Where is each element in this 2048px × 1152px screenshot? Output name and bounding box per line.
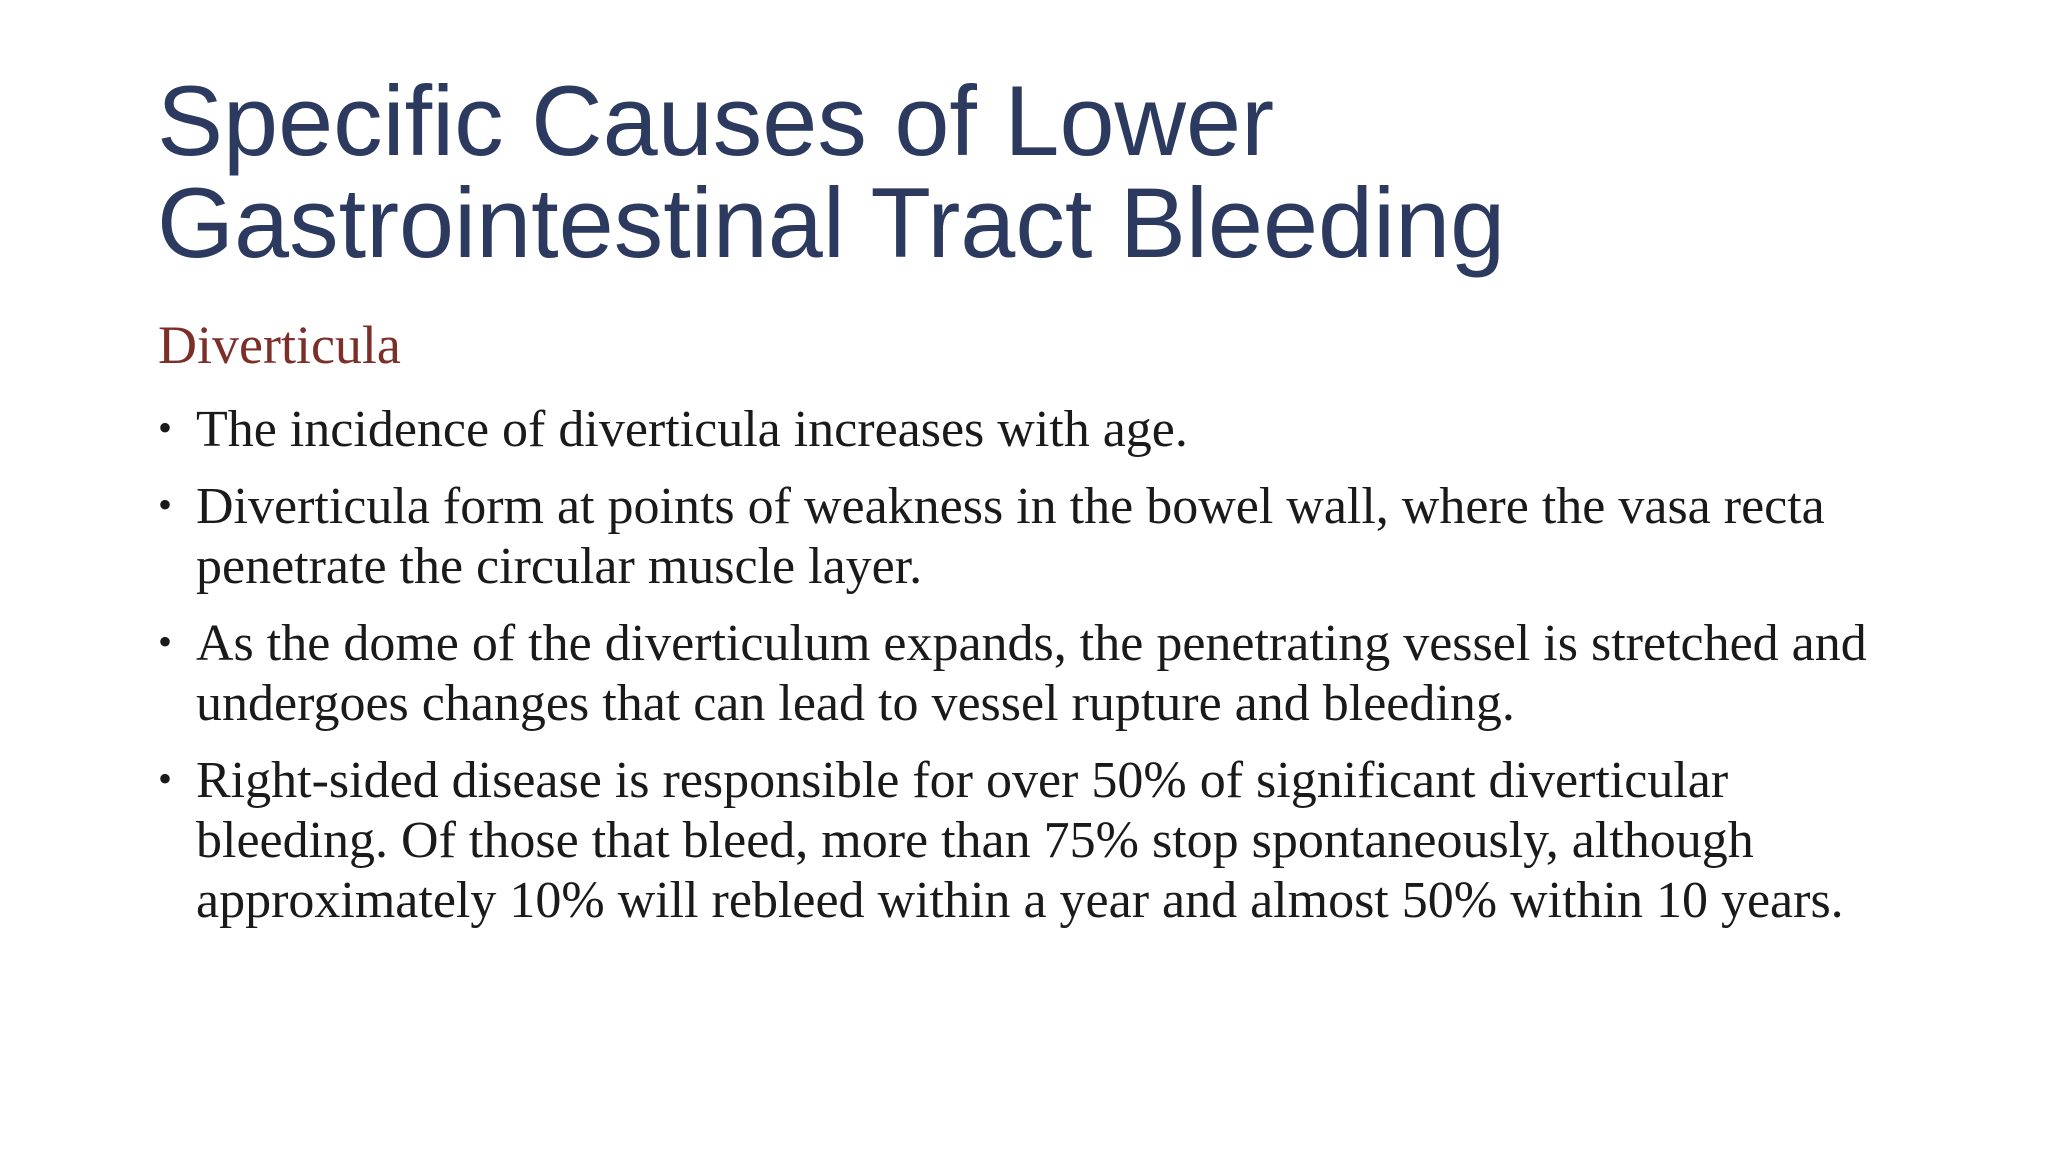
bullet-text: The incidence of diverticula increases with age.: [196, 401, 1188, 458]
bullet-item: [158, 751, 1908, 931]
bullet-dot-icon: •: [158, 619, 173, 664]
bullet-text: As the dome of the diverticulum expands, the penetrating vessel is stretched and undergoes changes that can lead to vessel rupture and bleeding.: [196, 615, 1867, 732]
bullet-dot-icon: •: [158, 405, 173, 450]
bullet-item: [158, 477, 1908, 597]
bullet-list: [158, 400, 1908, 948]
bullet-dot-icon: •: [158, 482, 173, 527]
bullet-text: Right-sided disease is responsible for over 50% of significant diverticular bleeding. Of those that bleed, more than 75% stop spontaneously, although approximately 10% will rebleed within a year and almost 50% within 10 years.: [196, 752, 1844, 929]
bullet-item: [158, 400, 1908, 460]
bullet-dot-icon: •: [158, 756, 173, 801]
section-subheading: Diverticula: [158, 315, 401, 375]
slide-title: Specific Causes of Lower Gastrointestinal Tract Bleeding: [157, 65, 1506, 278]
bullet-item: [158, 614, 1908, 734]
bullet-text: Diverticula form at points of weakness in the bowel wall, where the vasa recta penetrate the circular muscle layer.: [196, 478, 1825, 595]
